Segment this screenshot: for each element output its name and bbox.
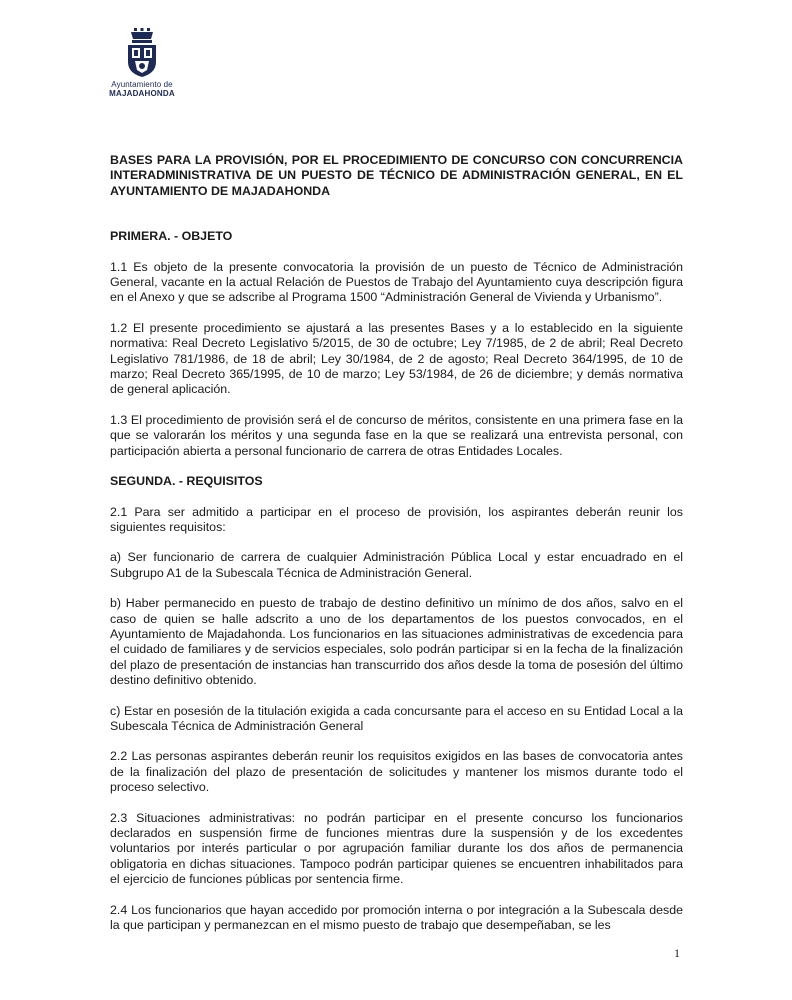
paragraph-1-1: 1.1 Es objeto de la presente convocatoria la provisión de un puesto de Técnico de Administración General, vacante en la actual Relación de Puestos de Trabajo del Ayuntamiento cuya descripción figura en el Anexo y que se adscribe al Programa 1500 “Administración General de Vivienda y Urbanismo”. <box>110 259 683 305</box>
paragraph-1-2: 1.2 El presente procedimiento se ajustará a las presentes Bases y a lo establecido en la siguiente normativa: Real Decreto Legislativo 5/2015, de 30 de octubre; Ley 7/1985, de 2 de abril; Real Decreto Legislativo 781/1986, de 18 de abril; Ley 30/1984, de 2 de agosto; Real Decreto 364/1995, de 10 de marzo; Real Decreto 365/1995, de 10 de marzo; Ley 53/1984, de 26 de diciembre; y demás normativa de general aplicación. <box>110 320 683 397</box>
section-heading-primera: PRIMERA. - OBJETO <box>110 229 233 244</box>
paragraph-2-1-a: a) Ser funcionario de carrera de cualquier Administración Pública Local y estar encuadrado en el Subgrupo A1 de la Subescala Técnica de Administración General. <box>110 550 683 580</box>
paragraph-2-1: 2.1 Para ser admitido a participar en el proceso de provisión, los aspirantes deberán reunir los siguientes requisitos: <box>110 504 683 534</box>
paragraph-2-4: 2.4 Los funcionarios que hayan accedido por promoción interna o por integración a la Subescala desde la que participan y permanezcan en el mismo puesto de trabajo que desempeñaban, se les <box>110 902 683 933</box>
paragraph-1-3: 1.3 El procedimiento de provisión será el de concurso de méritos, consistente en una primera fase en la que se valorarán los méritos y una segunda fase en la que se realizará una entrevista personal, con participación abierta a personal funcionario de carrera de otras Entidades Locales. <box>110 412 683 458</box>
paragraph-2-2: 2.2 Las personas aspirantes deberán reunir los requisitos exigidos en las bases de convocatoria antes de la finalización del plazo de presentación de solicitudes y mantener los mismos durante todo el proceso selectivo. <box>110 749 683 795</box>
document-body <box>110 153 683 948</box>
logo-text-line1: Ayuntamiento de <box>111 80 173 89</box>
section-heading-segunda: SEGUNDA. - REQUISITOS <box>110 474 263 489</box>
page-number: 1 <box>674 946 680 960</box>
coat-of-arms-icon <box>125 28 159 78</box>
paragraph-2-3: 2.3 Situaciones administrativas: no podrán participar en el presente concurso los funcionarios declarados en suspensión firme de funciones mientras dure la suspensión y de los excedentes voluntarios por interés particular o por agrupación familiar durante los dos años de permanencia obligatoria en dichas situaciones. Tampoco podrán participar quienes se encuentren inhabilitados para el ejercicio de funciones públicas por sentencia firme. <box>110 810 683 887</box>
municipal-logo <box>102 28 182 110</box>
document-title: BASES PARA LA PROVISIÓN, POR EL PROCEDIMIENTO DE CONCURSO CON CONCURRENCIA INTERADMINISTRATIVA DE UN PUESTO DE TÉCNICO DE ADMINISTRACIÓN GENERAL, EN EL AYUNTAMIENTO DE MAJADAHONDA <box>110 153 683 198</box>
logo-text-line2: MAJADAHONDA <box>109 89 175 98</box>
paragraph-2-1-c: c) Estar en posesión de la titulación exigida a cada concursante para el acceso en su Entidad Local a la Subescala Técnica de Administración General <box>110 703 683 733</box>
paragraph-2-1-b: b) Haber permanecido en puesto de trabajo de destino definitivo un mínimo de dos años, salvo en el caso de quien se halle adscrito a uno de los departamentos de los puestos convocados, en el Ayuntamiento de Majadahonda. Los funcionarios en las situaciones administrativas de excedencia para el cuidado de familiares y de servicios especiales, solo podrán participar si en la fecha de la finalización del plazo de presentación de instancias han transcurrido dos años desde la toma de posesión del último destino definitivo obtenido. <box>110 596 683 688</box>
